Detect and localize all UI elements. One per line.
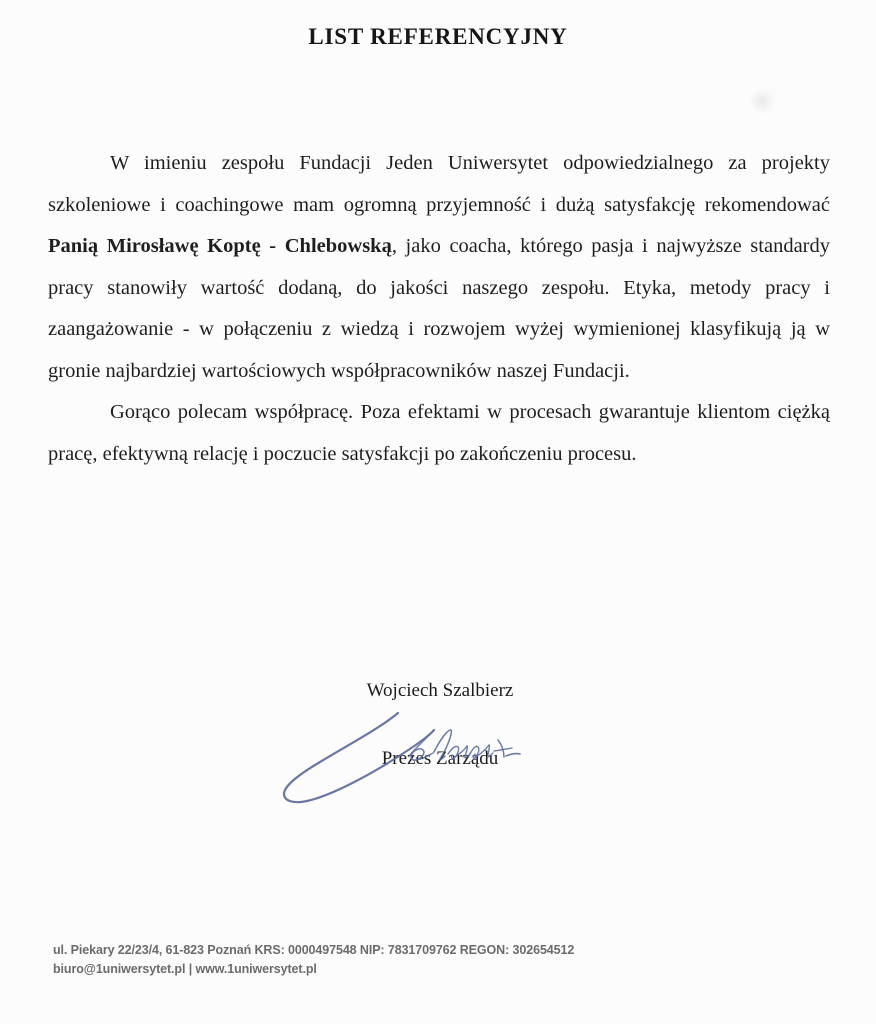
page-title: LIST REFERENCYJNY xyxy=(308,24,568,49)
signatory-role: Prezes Zarządu xyxy=(381,748,499,769)
paragraph-1 xyxy=(48,143,830,392)
signature-block xyxy=(280,678,600,772)
scan-artifact-smudge xyxy=(748,84,782,118)
paragraph-2: Gorąco polecam współpracę. Poza efektami w procesach gwarantuje klientom ciężką pracę, efektywną relację i poczucie satysfakcji po zakończeniu procesu. xyxy=(48,401,830,465)
footer-company-details: ul. Piekary 22/23/4, 61-823 Poznań KRS: 0000497548 NIP: 7831709762 REGON: 302654512 xyxy=(53,943,575,957)
footer xyxy=(53,941,753,979)
footer-contact-details: biuro@1uniwersytet.pl | www.1uniwersytet.pl xyxy=(53,962,317,976)
paragraph-1-text-before-name: W imieniu zespołu Fundacji Jeden Uniwersytet odpowiedzialnego za projekty szkoleniowe i coachingowe mam ogromną przyjemność i dużą satysfakcję rekomendować xyxy=(48,152,830,216)
letter-body xyxy=(48,143,830,475)
signatory-name: Wojciech Szalbierz xyxy=(366,680,514,701)
recommended-person-name: Panią Mirosławę Koptę - Chlebowską xyxy=(48,235,392,257)
paragraph-1-text-after-name: , jako coacha, którego pasja i najwyższe standardy pracy stanowiły wartość dodaną, do jakości naszego zespołu. Etyka, metody pracy i zaangażowanie - w połączeniu z wiedzą i rozwojem wyżej wymienionej klasyfikują ją w gronie najbardziej wartościowych współpracowników naszej Fundacji. xyxy=(48,235,831,382)
